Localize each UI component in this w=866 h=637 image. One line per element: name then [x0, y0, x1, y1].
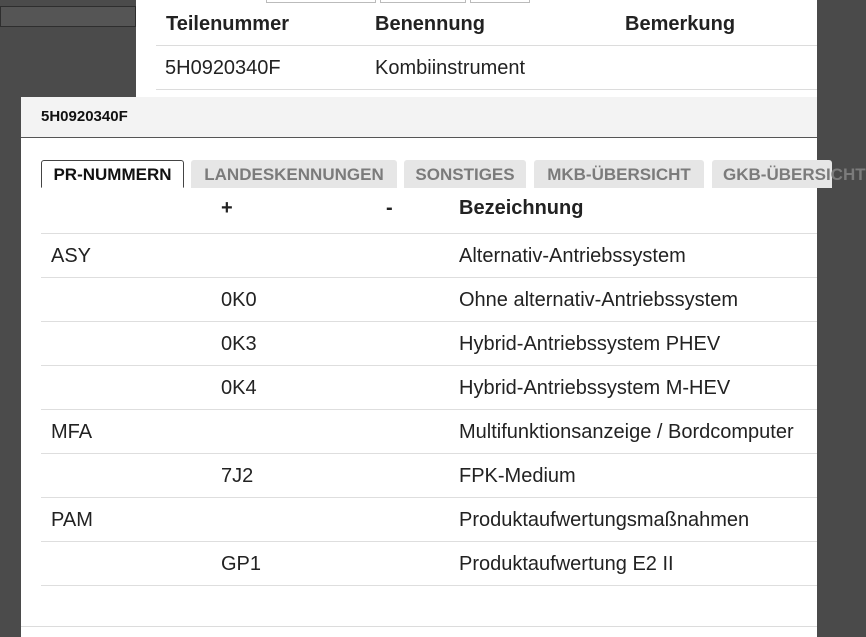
cell-family: PAM: [51, 509, 93, 531]
background-table-header: [156, 4, 817, 46]
background-table-row[interactable]: [156, 46, 817, 90]
cell-bezeichnung: Ohne alternativ-Antriebssystem: [459, 289, 739, 311]
tab-mkb-uebersicht[interactable]: MKB-ÜBERSICHT: [534, 160, 704, 188]
cell-bezeichnung: Hybrid-Antriebssystem M-HEV: [459, 377, 731, 399]
background-tab-edges: [266, 0, 596, 3]
cell-plus: GP1: [221, 553, 262, 575]
header-bemerkung: Bemerkung: [625, 13, 736, 35]
dialog-footer-divider: [21, 626, 817, 627]
cell-bezeichnung: Hybrid-Antriebssystem PHEV: [459, 333, 721, 355]
part-details-dialog: [21, 97, 866, 637]
header-plus: +: [221, 197, 233, 219]
tab-landeskennungen[interactable]: LANDESKENNUNGEN: [191, 160, 397, 188]
cell-family: MFA: [51, 421, 93, 443]
header-benennung: Benennung: [375, 13, 485, 35]
table-row[interactable]: [41, 542, 817, 586]
cell-family: ASY: [51, 245, 92, 267]
table-row[interactable]: [41, 454, 817, 498]
cell-plus: 0K3: [221, 333, 257, 355]
left-panel-field: [0, 6, 136, 27]
cell-bezeichnung: Alternativ-Antriebssystem: [459, 245, 686, 267]
cell-benennung: Kombiinstrument: [375, 57, 526, 79]
table-row[interactable]: [41, 234, 817, 278]
pr-numbers-table: [41, 189, 817, 586]
header-minus: -: [386, 197, 393, 219]
table-row[interactable]: [41, 410, 817, 454]
table-header-row: [41, 189, 817, 234]
cell-bezeichnung: Produktaufwertungsmaßnahmen: [459, 509, 750, 531]
tab-pr-nummern[interactable]: PR-NUMMERN: [41, 160, 184, 188]
cell-plus: 0K0: [221, 289, 257, 311]
cell-bezeichnung: Produktaufwertung E2 II: [459, 553, 674, 575]
cell-bezeichnung: Multifunktionsanzeige / Bordcomputer: [459, 421, 794, 443]
cell-bezeichnung: FPK-Medium: [459, 465, 576, 487]
cell-plus: 0K4: [221, 377, 257, 399]
header-teilenummer: Teilenummer: [166, 13, 289, 35]
table-row[interactable]: [41, 322, 817, 366]
table-row[interactable]: [41, 366, 817, 410]
tab-gkb-uebersicht[interactable]: GKB-ÜBERSICHT: [712, 160, 832, 188]
dialog-tabbar: [41, 160, 866, 188]
cell-teilenummer: 5H0920340F: [165, 57, 281, 79]
cell-plus: 7J2: [221, 465, 254, 487]
background-parts-table: [136, 0, 817, 100]
table-row[interactable]: [41, 498, 817, 542]
header-bezeichnung: Bezeichnung: [459, 197, 584, 219]
tab-sonstiges[interactable]: SONSTIGES: [404, 160, 526, 188]
dialog-title: 5H0920340F: [21, 97, 817, 138]
table-row[interactable]: [41, 278, 817, 322]
